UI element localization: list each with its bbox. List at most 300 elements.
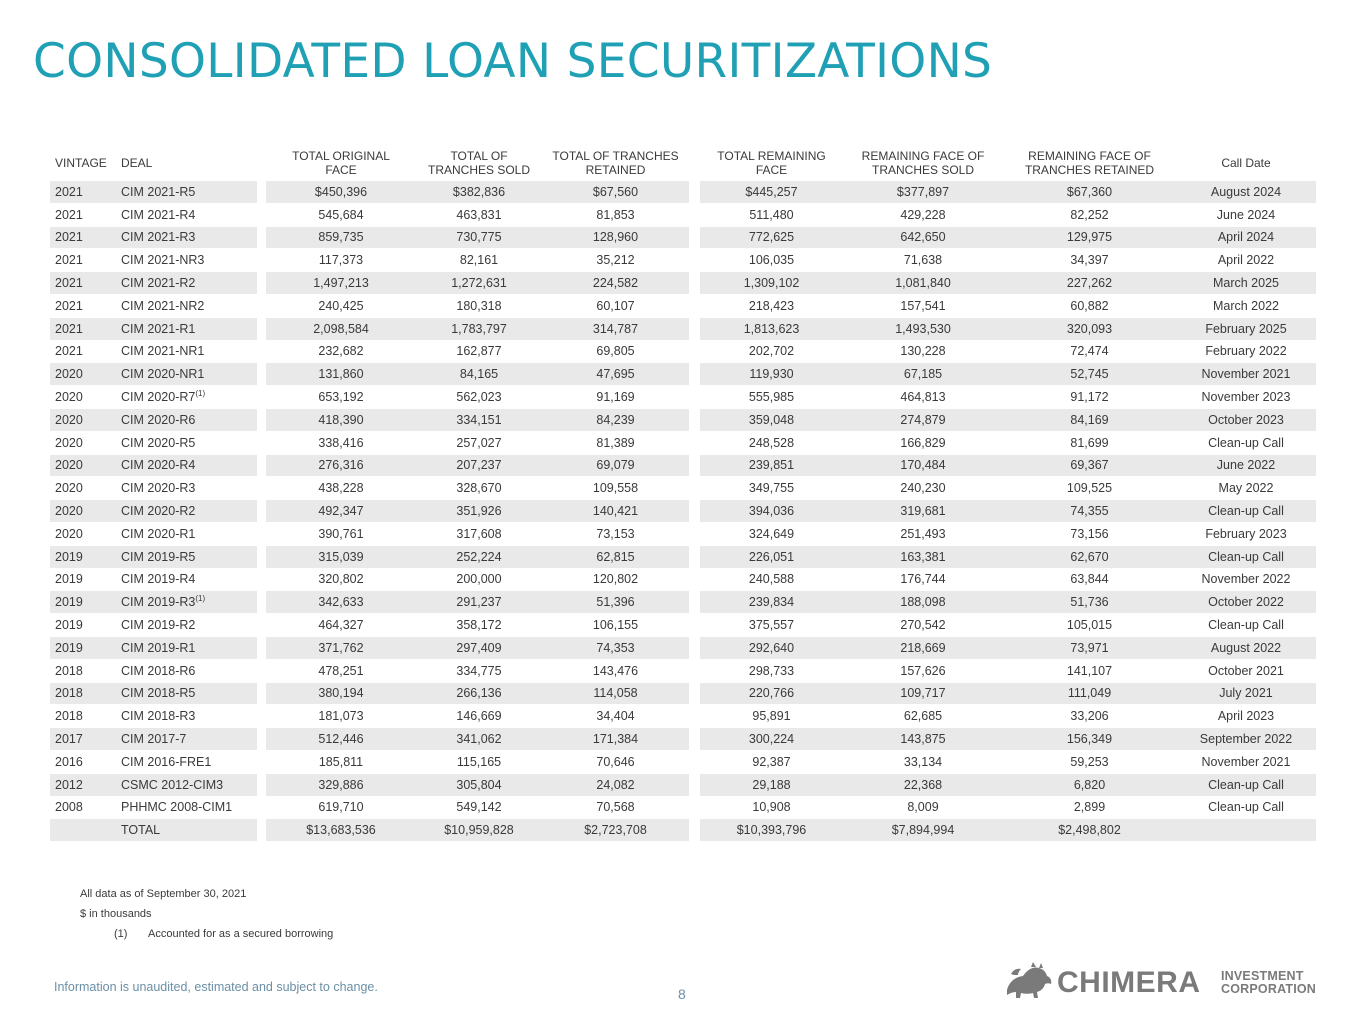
cell-remaining-face-sold: 218,669 [843, 636, 1003, 659]
deal-name: CIM 2021-R1 [121, 321, 196, 336]
column-gap [689, 704, 700, 727]
cell-vintage: 2017 [50, 727, 116, 750]
cell-deal [116, 545, 257, 568]
header-line: TOTAL ORIGINAL [292, 149, 390, 163]
column-gap [689, 146, 700, 180]
cell-vintage: 2021 [50, 180, 116, 203]
column-gap [689, 568, 700, 591]
cell-vintage: 2020 [50, 408, 116, 431]
cell-total-original-face: 390,761 [266, 522, 416, 545]
cell-remaining-face-sold: 464,813 [843, 385, 1003, 408]
cell-total-remaining-face: 1,813,623 [700, 317, 843, 340]
cell-total-tranches-sold: 562,023 [416, 385, 542, 408]
cell-total-remaining-face: 239,834 [700, 590, 843, 613]
deal-name: CIM 2021-R3 [121, 230, 196, 245]
cell-call-date: April 2023 [1176, 704, 1316, 727]
cell-total-tranches-retained: 70,568 [542, 796, 689, 819]
column-gap [257, 704, 266, 727]
table-row [50, 636, 1316, 659]
table-row [50, 522, 1316, 545]
cell-remaining-face-retained: 74,355 [1003, 499, 1176, 522]
cell-call-date: August 2022 [1176, 636, 1316, 659]
cell-vintage: 2018 [50, 682, 116, 705]
cell-deal [116, 636, 257, 659]
cell-call-date: Clean-up Call [1176, 773, 1316, 796]
header-line: TRANCHES RETAINED [1024, 163, 1155, 177]
deal-name: CIM 2019-R1 [121, 640, 196, 655]
column-gap [257, 226, 266, 249]
cell-call-date: June 2024 [1176, 203, 1316, 226]
deal-name: CIM 2021-R4 [121, 207, 196, 222]
cell-total-tranches-sold: 549,142 [416, 796, 542, 819]
column-gap [689, 590, 700, 613]
cell-total-remaining-face: 1,309,102 [700, 271, 843, 294]
cell-call-date: March 2025 [1176, 271, 1316, 294]
column-gap [257, 545, 266, 568]
cell-total-tranches-sold: $382,836 [416, 180, 542, 203]
table-row [50, 727, 1316, 750]
cell-total-tranches-sold: 317,608 [416, 522, 542, 545]
cell-total-remaining-face: 95,891 [700, 704, 843, 727]
cell-vintage: 2019 [50, 613, 116, 636]
cell-total-original-face: 240,425 [266, 294, 416, 317]
table-row [50, 431, 1316, 454]
cell-total-original-face: 2,098,584 [266, 317, 416, 340]
cell-remaining-face-retained: 59,253 [1003, 750, 1176, 773]
cell-deal [116, 408, 257, 431]
cell-total-tranches-sold: 207,237 [416, 454, 542, 477]
cell-total-original-face: 418,390 [266, 408, 416, 431]
header-line: TOTAL OF [450, 149, 508, 163]
cell-total-tranches-sold: 82,161 [416, 248, 542, 271]
column-gap [257, 499, 266, 522]
deal-name: CIM 2019-R5 [121, 549, 196, 564]
column-gap [257, 682, 266, 705]
cell-deal [116, 431, 257, 454]
column-gap [257, 271, 266, 294]
table-row [50, 340, 1316, 363]
cell-vintage: 2012 [50, 773, 116, 796]
table-row [50, 385, 1316, 408]
cell-remaining-face-retained: $67,360 [1003, 180, 1176, 203]
column-gap [257, 613, 266, 636]
deal-name: CIM 2021-NR3 [121, 253, 205, 268]
cell-total-remaining-face: 555,985 [700, 385, 843, 408]
cell-total-tranches-retained: 114,058 [542, 682, 689, 705]
cell-total-tranches-sold: 1,272,631 [416, 271, 542, 294]
cell-deal [116, 499, 257, 522]
cell-vintage: 2021 [50, 271, 116, 294]
cell-remaining-face-retained: 69,367 [1003, 454, 1176, 477]
cell-deal [116, 226, 257, 249]
cell-remaining-face-retained: 63,844 [1003, 568, 1176, 591]
cell-remaining-face-sold: 166,829 [843, 431, 1003, 454]
cell-call-date: August 2024 [1176, 180, 1316, 203]
total-remaining-face: $10,393,796 [700, 818, 843, 841]
table-row [50, 499, 1316, 522]
cell-remaining-face-retained: 227,262 [1003, 271, 1176, 294]
header-line: TOTAL REMAINING [717, 149, 826, 163]
cell-deal [116, 613, 257, 636]
column-gap [257, 727, 266, 750]
cell-vintage: 2019 [50, 568, 116, 591]
deal-name: CIM 2021-NR1 [121, 344, 205, 359]
cell-remaining-face-retained: 109,525 [1003, 476, 1176, 499]
column-gap [689, 362, 700, 385]
cell-call-date: November 2021 [1176, 362, 1316, 385]
cell-vintage: 2016 [50, 750, 116, 773]
deal-name: CIM 2019-R4 [121, 572, 196, 587]
units-note: $ in thousands [80, 908, 152, 920]
cell-total-original-face: 464,327 [266, 613, 416, 636]
cell-total-remaining-face: $445,257 [700, 180, 843, 203]
cell-total-tranches-retained: 24,082 [542, 773, 689, 796]
cell-total-remaining-face: 394,036 [700, 499, 843, 522]
column-gap [257, 294, 266, 317]
column-gap [689, 773, 700, 796]
cell-remaining-face-retained: 320,093 [1003, 317, 1176, 340]
column-gap [257, 248, 266, 271]
header-remaining-face-sold [843, 146, 1003, 180]
column-gap [689, 499, 700, 522]
cell-total-tranches-retained: 224,582 [542, 271, 689, 294]
column-gap [257, 476, 266, 499]
cell-vintage: 2020 [50, 476, 116, 499]
cell-call-date: May 2022 [1176, 476, 1316, 499]
cell-total-remaining-face: 292,640 [700, 636, 843, 659]
column-gap [257, 317, 266, 340]
cell-remaining-face-sold: 8,009 [843, 796, 1003, 819]
header-total-remaining-face [700, 146, 843, 180]
header-vintage: VINTAGE [55, 156, 107, 170]
cell-total-original-face: 438,228 [266, 476, 416, 499]
cell-total-tranches-retained: 171,384 [542, 727, 689, 750]
cell-vintage: 2021 [50, 340, 116, 363]
cell-remaining-face-retained: 111,049 [1003, 682, 1176, 705]
cell-call-date: July 2021 [1176, 682, 1316, 705]
cell-total-original-face: 371,762 [266, 636, 416, 659]
header-call-date: Call Date [1221, 156, 1271, 170]
cell-total-remaining-face: 349,755 [700, 476, 843, 499]
column-gap [689, 476, 700, 499]
column-gap [257, 568, 266, 591]
deal-name: CIM 2021-R2 [121, 276, 196, 291]
cell-deal [116, 476, 257, 499]
header-line: TOTAL OF TRANCHES [552, 149, 679, 163]
cell-total-tranches-retained: 35,212 [542, 248, 689, 271]
header-line: FACE [325, 163, 357, 177]
header-total-tranches-retained [542, 146, 689, 180]
cell-total-remaining-face: 298,733 [700, 659, 843, 682]
cell-remaining-face-sold: 67,185 [843, 362, 1003, 385]
table-row [50, 704, 1316, 727]
cell-deal [116, 522, 257, 545]
cell-remaining-face-sold: 274,879 [843, 408, 1003, 431]
cell-deal [116, 294, 257, 317]
column-gap [689, 659, 700, 682]
column-gap [257, 454, 266, 477]
cell-deal [116, 454, 257, 477]
column-gap [689, 682, 700, 705]
cell-remaining-face-sold: 642,650 [843, 226, 1003, 249]
cell-total-original-face: $450,396 [266, 180, 416, 203]
cell-remaining-face-retained: 82,252 [1003, 203, 1176, 226]
logo-subtitle [1221, 970, 1316, 996]
cell-remaining-face-sold: 170,484 [843, 454, 1003, 477]
cell-total-tranches-sold: 334,775 [416, 659, 542, 682]
cell-call-date: June 2022 [1176, 454, 1316, 477]
cell-vintage: 2021 [50, 203, 116, 226]
header-deal: DEAL [121, 156, 153, 170]
table-row [50, 773, 1316, 796]
cell-remaining-face-retained: 73,971 [1003, 636, 1176, 659]
column-gap [689, 522, 700, 545]
cell-total-tranches-sold: 266,136 [416, 682, 542, 705]
cell-total-original-face: 181,073 [266, 704, 416, 727]
cell-remaining-face-retained: 34,397 [1003, 248, 1176, 271]
cell-remaining-face-retained: 62,670 [1003, 545, 1176, 568]
cell-total-remaining-face: 324,649 [700, 522, 843, 545]
cell-total-tranches-retained: 140,421 [542, 499, 689, 522]
cell-vintage: 2018 [50, 704, 116, 727]
cell-total-tranches-sold: 328,670 [416, 476, 542, 499]
cell-total-tranches-sold: 291,237 [416, 590, 542, 613]
cell-remaining-face-sold: 1,493,530 [843, 317, 1003, 340]
cell-total-tranches-retained: 109,558 [542, 476, 689, 499]
cell-remaining-face-sold: 270,542 [843, 613, 1003, 636]
cell-call-date: February 2025 [1176, 317, 1316, 340]
column-gap [689, 545, 700, 568]
cell-total-tranches-retained: 106,155 [542, 613, 689, 636]
cell-total-remaining-face: 29,188 [700, 773, 843, 796]
cell-vintage: 2019 [50, 590, 116, 613]
deal-name: CIM 2018-R6 [121, 663, 196, 678]
logo-subtitle-line: CORPORATION [1221, 982, 1317, 996]
column-gap [689, 750, 700, 773]
cell-total-remaining-face: 240,588 [700, 568, 843, 591]
cell-deal [116, 271, 257, 294]
cell-call-date: April 2022 [1176, 248, 1316, 271]
table-row [50, 226, 1316, 249]
cell-total-tranches-retained: 34,404 [542, 704, 689, 727]
table-row [50, 248, 1316, 271]
column-gap [689, 248, 700, 271]
header-line: TRANCHES SOLD [871, 163, 975, 177]
cell-remaining-face-sold: 188,098 [843, 590, 1003, 613]
cell-remaining-face-sold: 1,081,840 [843, 271, 1003, 294]
cell-remaining-face-sold: 157,626 [843, 659, 1003, 682]
cell-total-original-face: 619,710 [266, 796, 416, 819]
cell-total-tranches-retained: 62,815 [542, 545, 689, 568]
cell-vintage: 2019 [50, 545, 116, 568]
column-gap [257, 180, 266, 203]
cell-total-tranches-sold: 162,877 [416, 340, 542, 363]
cell-total-tranches-retained: 81,853 [542, 203, 689, 226]
deal-name: CIM 2016-FRE1 [121, 754, 212, 769]
cell-remaining-face-sold: 22,368 [843, 773, 1003, 796]
chimera-creature-icon [1003, 960, 1055, 1000]
cell-remaining-face-retained: 72,474 [1003, 340, 1176, 363]
table-row [50, 476, 1316, 499]
cell-total-remaining-face: 92,387 [700, 750, 843, 773]
table-row [50, 203, 1316, 226]
cell-call-date: November 2021 [1176, 750, 1316, 773]
column-gap [689, 203, 700, 226]
cell-total-tranches-retained: 120,802 [542, 568, 689, 591]
table-row [50, 682, 1316, 705]
column-gap [257, 431, 266, 454]
cell-vintage: 2021 [50, 294, 116, 317]
cell-remaining-face-sold: 33,134 [843, 750, 1003, 773]
cell-total-tranches-retained: 143,476 [542, 659, 689, 682]
cell-total-tranches-retained: 128,960 [542, 226, 689, 249]
cell-total-tranches-retained: 47,695 [542, 362, 689, 385]
cell-vintage: 2020 [50, 499, 116, 522]
table-row [50, 180, 1316, 203]
cell-remaining-face-retained: 60,882 [1003, 294, 1176, 317]
cell-vintage [50, 818, 116, 841]
cell-deal [116, 180, 257, 203]
cell-vintage: 2020 [50, 362, 116, 385]
cell-total-original-face: 232,682 [266, 340, 416, 363]
table-row [50, 294, 1316, 317]
total-original-face: $13,683,536 [266, 818, 416, 841]
header-line: FACE [755, 163, 788, 177]
column-gap [257, 590, 266, 613]
cell-total-remaining-face: 226,051 [700, 545, 843, 568]
cell-total-tranches-sold: 297,409 [416, 636, 542, 659]
cell-remaining-face-sold: 240,230 [843, 476, 1003, 499]
cell-total-tranches-sold: 463,831 [416, 203, 542, 226]
cell-call-date: September 2022 [1176, 727, 1316, 750]
deal-name: CIM 2020-R2 [121, 504, 196, 519]
cell-call-date: November 2022 [1176, 568, 1316, 591]
column-gap [257, 146, 266, 180]
deal-name: CIM 2018-R3 [121, 709, 196, 724]
cell-remaining-face-retained: 52,745 [1003, 362, 1176, 385]
cell-vintage: 2018 [50, 659, 116, 682]
cell-total-remaining-face: 10,908 [700, 796, 843, 819]
header-line: REMAINING FACE OF [861, 149, 985, 163]
cell-vintage: 2019 [50, 636, 116, 659]
cell-total-tranches-sold: 146,669 [416, 704, 542, 727]
deal-name: CIM 2020-R5 [121, 435, 196, 450]
total-row [50, 818, 1316, 841]
table-row [50, 408, 1316, 431]
cell-total-remaining-face: 119,930 [700, 362, 843, 385]
cell-deal [116, 248, 257, 271]
cell-deal [116, 385, 257, 408]
column-gap [689, 317, 700, 340]
column-gap [689, 408, 700, 431]
table-row [50, 796, 1316, 819]
column-gap [689, 385, 700, 408]
deal-name: CIM 2019-R3 [121, 595, 196, 610]
deal-name: PHHMC 2008-CIM1 [121, 800, 233, 815]
deal-name: CIM 2020-R1 [121, 526, 196, 541]
cell-call-date: February 2023 [1176, 522, 1316, 545]
cell-total-tranches-sold: 180,318 [416, 294, 542, 317]
cell-total-tranches-sold: 341,062 [416, 727, 542, 750]
chimera-logo [1003, 960, 1343, 1000]
column-gap [257, 773, 266, 796]
cell-vintage: 2008 [50, 796, 116, 819]
table-row [50, 750, 1316, 773]
cell-remaining-face-sold: 62,685 [843, 704, 1003, 727]
cell-remaining-face-sold: 71,638 [843, 248, 1003, 271]
cell-total-tranches-retained: 81,389 [542, 431, 689, 454]
cell-remaining-face-sold: 319,681 [843, 499, 1003, 522]
header-line: RETAINED [585, 163, 646, 177]
cell-total-tranches-sold: 257,027 [416, 431, 542, 454]
cell-remaining-face-sold: 130,228 [843, 340, 1003, 363]
cell-deal [116, 750, 257, 773]
disclaimer: Information is unaudited, estimated and subject to change. [54, 980, 378, 994]
deal-name: CIM 2021-R5 [121, 184, 196, 199]
cell-total-remaining-face: 300,224 [700, 727, 843, 750]
cell-remaining-face-retained: 156,349 [1003, 727, 1176, 750]
deal-name: CIM 2017-7 [121, 732, 187, 747]
column-gap [257, 659, 266, 682]
column-gap [689, 271, 700, 294]
column-gap [689, 454, 700, 477]
cell-total-original-face: 545,684 [266, 203, 416, 226]
cell-total-tranches-sold: 84,165 [416, 362, 542, 385]
deal-name: CSMC 2012-CIM3 [121, 777, 224, 792]
column-gap [257, 203, 266, 226]
notes [80, 884, 333, 944]
table-row [50, 568, 1316, 591]
footnote-number: (1) [114, 928, 128, 940]
cell-total-remaining-face: 106,035 [700, 248, 843, 271]
cell-vintage: 2021 [50, 248, 116, 271]
column-gap [257, 636, 266, 659]
cell-total-tranches-sold: 115,165 [416, 750, 542, 773]
cell-deal [116, 362, 257, 385]
cell-remaining-face-retained: 51,736 [1003, 590, 1176, 613]
cell-total-remaining-face: 202,702 [700, 340, 843, 363]
deal-name: CIM 2020-R4 [121, 458, 196, 473]
cell-deal [116, 704, 257, 727]
cell-total-original-face: 131,860 [266, 362, 416, 385]
cell-remaining-face-retained: 105,015 [1003, 613, 1176, 636]
cell-total-tranches-retained: 70,646 [542, 750, 689, 773]
cell-deal [116, 796, 257, 819]
cell-call-date: October 2022 [1176, 590, 1316, 613]
cell-total-original-face: 276,316 [266, 454, 416, 477]
cell-deal [116, 727, 257, 750]
table-header-row [50, 146, 1316, 180]
column-gap [257, 340, 266, 363]
cell-call-date: Clean-up Call [1176, 796, 1316, 819]
cell-call-date: February 2022 [1176, 340, 1316, 363]
table-row [50, 271, 1316, 294]
cell-total-remaining-face: 511,480 [700, 203, 843, 226]
cell-vintage: 2020 [50, 454, 116, 477]
column-gap [689, 340, 700, 363]
cell-remaining-face-sold: 251,493 [843, 522, 1003, 545]
cell-vintage: 2021 [50, 317, 116, 340]
cell-vintage: 2020 [50, 431, 116, 454]
deal-name: CIM 2019-R2 [121, 618, 196, 633]
cell-total-tranches-retained: 84,239 [542, 408, 689, 431]
cell-total-remaining-face: 239,851 [700, 454, 843, 477]
cell-total-tranches-retained: $67,560 [542, 180, 689, 203]
deal-name: CIM 2020-R3 [121, 481, 196, 496]
cell-remaining-face-retained: 129,975 [1003, 226, 1176, 249]
cell-remaining-face-retained: 84,169 [1003, 408, 1176, 431]
cell-vintage: 2020 [50, 385, 116, 408]
